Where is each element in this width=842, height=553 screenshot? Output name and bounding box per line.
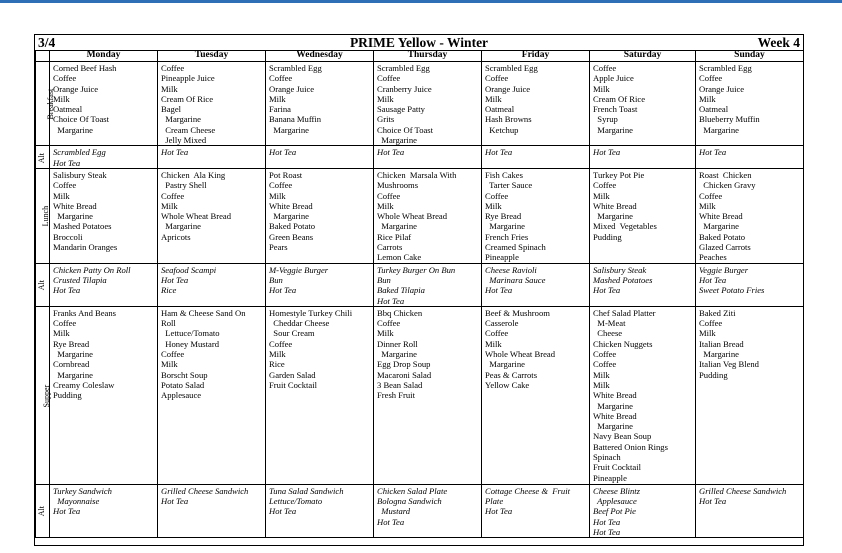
menu-item: Chicken Nuggets <box>593 338 653 349</box>
menu-item: Hot Tea <box>377 295 405 306</box>
menu-item: Hot Tea <box>53 285 81 296</box>
menu-item: White Bread <box>593 410 637 421</box>
menu-item: Apple Juice <box>593 73 634 84</box>
menu-cell-alt <box>266 484 374 537</box>
menu-cell-alt <box>50 146 158 169</box>
menu-item: Bun <box>377 274 391 285</box>
menu-item: Margarine <box>593 211 633 222</box>
menu-item: White Bread <box>269 200 313 211</box>
menu-item: Applesauce <box>593 496 637 507</box>
day-header-row <box>36 50 804 62</box>
menu-item: Milk <box>593 83 610 94</box>
menu-item: Creamed Spinach <box>485 242 546 253</box>
menu-cell <box>696 306 804 484</box>
menu-item: Hot Tea <box>485 506 513 517</box>
menu-item: Yellow Cake <box>485 379 530 390</box>
breakfast-row <box>36 62 804 146</box>
menu-item: Milk <box>377 93 394 104</box>
menu-item: Rye Bread <box>485 211 522 222</box>
day-header: Tuesday <box>158 50 266 62</box>
menu-cell <box>266 306 374 484</box>
menu-item: Pineapple <box>593 472 627 483</box>
menu-item: Sweet Potato Fries <box>699 285 765 296</box>
menu-item: Milk <box>53 93 70 104</box>
menu-item: Syrup <box>593 114 618 125</box>
menu-item: Cottage Cheese & Fruit <box>485 485 570 496</box>
menu-item: Milk <box>593 369 610 380</box>
menu-item: Bologna Sandwich <box>377 496 442 507</box>
menu-item: Beef Pot Pie <box>593 506 636 517</box>
menu-item: Potato Salad <box>161 379 205 390</box>
menu-item: Lettuce/Tomato <box>269 496 323 507</box>
menu-item: Coffee <box>269 73 293 84</box>
menu-cell <box>482 168 590 263</box>
menu-item: Turkey Pot Pie <box>593 169 645 180</box>
menu-item: Coffee <box>593 180 617 191</box>
menu-item: Coffee <box>593 349 617 360</box>
day-header: Sunday <box>696 50 804 62</box>
menu-item: White Bread <box>593 390 637 401</box>
menu-item: Banana Muffin <box>269 114 322 125</box>
menu-item: Milk <box>593 190 610 201</box>
menu-item: Hot Tea <box>485 147 513 158</box>
menu-cell-alt <box>374 484 482 537</box>
menu-item: Milk <box>485 338 502 349</box>
menu-item: Coffee <box>161 190 185 201</box>
menu-cell <box>590 62 696 146</box>
menu-item: Rye Bread <box>53 338 90 349</box>
menu-item: Milk <box>699 93 716 104</box>
menu-item: Beef & Mushroom <box>485 307 550 318</box>
menu-item: Rice Pilaf <box>377 231 412 242</box>
menu-item: Corned Beef Hash <box>53 63 117 73</box>
menu-item: Hot Tea <box>593 527 621 538</box>
menu-item: Coffee <box>53 318 77 329</box>
menu-item: Grilled Cheese Sandwich <box>161 485 249 496</box>
menu-item: Margarine <box>377 221 417 232</box>
menu-item: Oatmeal <box>485 104 515 115</box>
menu-item: Fresh Fruit <box>377 390 415 401</box>
meal-label-alt: Alt <box>36 146 50 169</box>
menu-item: Broccoli <box>53 231 83 242</box>
menu-item: Mustard <box>377 506 411 517</box>
meal-label-alt: Alt <box>36 263 50 306</box>
menu-item: Coffee <box>699 73 723 84</box>
meal-label-lunch: Lunch <box>36 168 50 263</box>
menu-cell-alt <box>374 146 482 169</box>
menu-sheet <box>34 34 804 546</box>
menu-item: Cream Of Rice <box>593 93 646 104</box>
menu-item: Margarine <box>699 124 739 135</box>
menu-item: White Bread <box>593 200 637 211</box>
menu-cell-alt <box>696 263 804 306</box>
menu-item: Margarine <box>593 400 633 411</box>
menu-item: Margarine <box>485 359 525 370</box>
menu-item: Mayonnaise <box>53 496 100 507</box>
day-header: Wednesday <box>266 50 374 62</box>
menu-item: Carrots <box>377 242 403 253</box>
menu-item: Mandarin Oranges <box>53 242 118 253</box>
menu-cell <box>50 62 158 146</box>
menu-cell-alt <box>50 484 158 537</box>
menu-item: Rice <box>161 285 177 296</box>
menu-cell-alt <box>158 484 266 537</box>
menu-item: Milk <box>593 379 610 390</box>
menu-cell-alt <box>696 146 804 169</box>
menu-item: Orange Juice <box>53 83 99 94</box>
menu-item: Roast Chicken <box>699 169 752 180</box>
menu-item: Chicken Salad Plate <box>377 485 448 496</box>
menu-item: Chicken Gravy <box>699 180 756 191</box>
menu-item: Ketchup <box>485 124 519 135</box>
menu-item: White Bread <box>53 200 97 211</box>
menu-item: Hot Tea <box>699 496 727 507</box>
menu-item: Seafood Scampi <box>161 264 217 275</box>
menu-item: Coffee <box>485 190 509 201</box>
menu-item: Oatmeal <box>699 104 729 115</box>
menu-item: Hot Tea <box>161 147 189 158</box>
menu-item: Franks And Beans <box>53 307 117 318</box>
menu-item: Pears <box>269 242 288 253</box>
menu-item: Orange Juice <box>699 83 745 94</box>
menu-item: Coffee <box>53 180 77 191</box>
menu-item: Bagel <box>161 104 182 115</box>
menu-item: Chicken Ala King <box>161 169 226 180</box>
menu-item: Sour Cream <box>269 328 315 339</box>
lunch-alt-row <box>36 263 804 306</box>
menu-item: Egg Drop Soup <box>377 359 431 370</box>
meal-label-supper: Supper <box>36 306 50 484</box>
menu-item: Tarter Sauce <box>485 180 533 191</box>
menu-item: Crusted Tilapia <box>53 274 107 285</box>
menu-cell <box>266 168 374 263</box>
menu-item: Coffee <box>53 73 77 84</box>
menu-cell-alt <box>696 484 804 537</box>
menu-item: Orange Juice <box>485 83 531 94</box>
menu-item: Applesauce <box>161 390 202 401</box>
menu-item: Cheddar Cheese <box>269 318 330 329</box>
menu-item: Cheese Ravioli <box>485 264 537 275</box>
lunch-row <box>36 168 804 263</box>
menu-item: Cheese Blintz <box>593 485 641 496</box>
menu-item: Coffee <box>593 63 617 73</box>
day-header: Friday <box>482 50 590 62</box>
menu-cell-alt <box>374 263 482 306</box>
menu-cell <box>590 168 696 263</box>
menu-item: Cream Cheese <box>161 124 216 135</box>
menu-item: Spinach <box>593 451 621 462</box>
menu-item: Scrambled Egg <box>377 63 430 73</box>
menu-cell-alt <box>482 146 590 169</box>
menu-item: Veggie Burger <box>699 264 749 275</box>
menu-item: Borscht Soup <box>161 369 208 380</box>
meal-label-breakfast: Breakfast <box>36 62 50 146</box>
menu-item: Margarine <box>377 135 417 146</box>
menu-item: Milk <box>377 200 394 211</box>
menu-item: Plate <box>485 496 504 507</box>
menu-item: Cranberry Juice <box>377 83 432 94</box>
menu-item: Baked Potato <box>699 231 746 242</box>
menu-item: Pastry Shell <box>161 180 207 191</box>
menu-item: Margarine <box>699 221 739 232</box>
menu-item: Pineapple <box>485 252 519 263</box>
menu-item: Hot Tea <box>377 147 405 158</box>
menu-item: Margarine <box>377 349 417 360</box>
menu-item: Chicken Marsala With <box>377 169 457 180</box>
menu-cell <box>374 62 482 146</box>
menu-item: Hot Tea <box>699 274 727 285</box>
menu-item: Hot Tea <box>161 496 189 507</box>
menu-cell-alt <box>266 263 374 306</box>
menu-item: Rice <box>269 359 285 370</box>
menu-item: Tuna Salad Sandwich <box>269 485 344 496</box>
menu-item: Mashed Potatoes <box>593 274 653 285</box>
menu-item: Hot Tea <box>269 285 297 296</box>
menu-item: Hot Tea <box>269 147 297 158</box>
menu-grid <box>35 50 804 538</box>
menu-item: White Bread <box>699 211 743 222</box>
menu-item: Scrambled Egg <box>269 63 322 73</box>
menu-item: Hot Tea <box>269 506 297 517</box>
menu-item: Choice Of Toast <box>377 124 434 135</box>
menu-item: Hot Tea <box>377 516 405 527</box>
menu-cell <box>158 306 266 484</box>
menu-item: Coffee <box>377 73 401 84</box>
menu-item: Milk <box>485 93 502 104</box>
menu-cell <box>50 168 158 263</box>
menu-item: Hot Tea <box>53 157 81 168</box>
menu-item: Turkey Sandwich <box>53 485 112 496</box>
menu-item: Macaroni Salad <box>377 369 432 380</box>
menu-item: Baked Potato <box>269 221 316 232</box>
menu-item: Milk <box>161 83 178 94</box>
menu-item: Peas & Carrots <box>485 369 538 380</box>
menu-cell-alt <box>266 146 374 169</box>
menu-item: Margarine <box>593 421 633 432</box>
menu-cell-alt <box>482 484 590 537</box>
day-header: Thursday <box>374 50 482 62</box>
menu-item: Garden Salad <box>269 369 316 380</box>
menu-item: Coffee <box>377 190 401 201</box>
menu-title: PRIME Yellow - Winter <box>349 35 489 50</box>
menu-title-row <box>35 35 803 51</box>
menu-item: Cheese <box>593 328 623 339</box>
menu-item: Scrambled Egg <box>699 63 752 73</box>
menu-item: Glazed Carrots <box>699 242 751 253</box>
menu-item: M-Veggie Burger <box>269 264 329 275</box>
menu-item: Pudding <box>53 390 82 401</box>
menu-cell <box>50 306 158 484</box>
menu-item: Hot Tea <box>593 285 621 296</box>
menu-item: Grits <box>377 114 395 125</box>
menu-item: Coffee <box>269 338 293 349</box>
menu-item: Sausage Patty <box>377 104 425 115</box>
menu-cell <box>696 62 804 146</box>
menu-item: Pudding <box>593 231 622 242</box>
menu-item: Margarine <box>53 211 93 222</box>
menu-item: Milk <box>377 328 394 339</box>
menu-item: Milk <box>161 200 178 211</box>
menu-item: Fish Cakes <box>485 169 523 180</box>
menu-item: Milk <box>699 328 716 339</box>
menu-item: Cornbread <box>53 359 90 370</box>
menu-item: Milk <box>269 190 286 201</box>
menu-item: Coffee <box>377 318 401 329</box>
menu-item: Pudding <box>699 369 728 380</box>
menu-cell <box>158 62 266 146</box>
menu-item: Milk <box>53 190 70 201</box>
menu-item: Baked Ziti <box>699 307 736 318</box>
menu-date: 3/4 <box>38 35 56 50</box>
menu-item: Creamy Coleslaw <box>53 379 115 390</box>
breakfast-alt-row <box>36 146 804 169</box>
menu-item: Pineapple Juice <box>161 73 215 84</box>
menu-item: Fruit Cocktail <box>269 379 317 390</box>
menu-item: Homestyle Turkey Chili <box>269 307 353 318</box>
menu-item: Navy Bean Soup <box>593 431 652 442</box>
menu-cell <box>696 168 804 263</box>
menu-item: 3 Bean Salad <box>377 379 423 390</box>
menu-item: Milk <box>485 200 502 211</box>
menu-item: Coffee <box>593 359 617 370</box>
menu-item: Coffee <box>269 180 293 191</box>
menu-item: Margarine <box>53 124 93 135</box>
menu-item: Milk <box>699 200 716 211</box>
menu-item: Chef Salad Platter <box>593 307 656 318</box>
menu-item: Marinara Sauce <box>485 274 546 285</box>
menu-item: Margarine <box>699 349 739 360</box>
menu-item: Apricots <box>161 231 191 242</box>
menu-item: Margarine <box>161 114 201 125</box>
menu-item: Lettuce/Tomato <box>161 328 220 339</box>
menu-item: Hot Tea <box>485 285 513 296</box>
menu-item: Choice Of Toast <box>53 114 110 125</box>
menu-item: Scrambled Egg <box>485 63 538 73</box>
menu-item: Casserole <box>485 318 519 329</box>
menu-cell-alt <box>590 263 696 306</box>
menu-item: Italian Bread <box>699 338 744 349</box>
menu-item: Bun <box>269 274 283 285</box>
menu-item: Italian Veg Blend <box>699 359 759 370</box>
menu-item: Margarine <box>593 124 633 135</box>
menu-item: M-Meat <box>593 318 626 329</box>
menu-item: Milk <box>269 93 286 104</box>
menu-item: Lemon Cake <box>377 252 422 263</box>
menu-item: Grilled Cheese Sandwich <box>699 485 787 496</box>
menu-item: Hot Tea <box>699 147 727 158</box>
menu-item: Margarine <box>161 221 201 232</box>
menu-item: Roll <box>161 318 176 329</box>
menu-item: Margarine <box>269 211 309 222</box>
menu-item: Mixed Vegetables <box>593 221 657 232</box>
menu-item: Pot Roast <box>269 169 303 180</box>
day-header: Saturday <box>590 50 696 62</box>
menu-cell <box>158 168 266 263</box>
menu-item: Salisbury Steak <box>53 169 107 180</box>
menu-item: Coffee <box>485 73 509 84</box>
menu-cell-alt <box>50 263 158 306</box>
menu-item: Coffee <box>699 318 723 329</box>
menu-item: Whole Wheat Bread <box>485 349 555 360</box>
supper-row <box>36 306 804 484</box>
menu-item: Dinner Roll <box>377 338 418 349</box>
menu-cell-alt <box>590 484 696 537</box>
menu-item: French Fries <box>485 231 529 242</box>
menu-item: Orange Juice <box>269 83 315 94</box>
menu-cell <box>266 62 374 146</box>
menu-item: Jelly Mixed <box>161 135 207 146</box>
menu-cell-alt <box>158 263 266 306</box>
menu-item: Coffee <box>161 349 185 360</box>
menu-item: Milk <box>53 328 70 339</box>
menu-cell <box>374 306 482 484</box>
menu-item: Baked Tilapia <box>377 285 425 296</box>
menu-item: Turkey Burger On Bun <box>377 264 456 275</box>
menu-item: Farina <box>269 104 291 115</box>
menu-item: Hot Tea <box>593 147 621 158</box>
menu-item: Coffee <box>161 63 185 73</box>
menu-item: Salisbury Steak <box>593 264 647 275</box>
menu-cell-alt <box>158 146 266 169</box>
menu-item: French Toast <box>593 104 638 115</box>
menu-item: Mushrooms <box>377 180 419 191</box>
menu-item: Chicken Patty On Roll <box>53 264 131 275</box>
menu-item: Blueberry Muffin <box>699 114 760 125</box>
menu-item: Fruit Cocktail <box>593 462 641 473</box>
menu-cell-alt <box>482 263 590 306</box>
menu-item: Milk <box>161 359 178 370</box>
corner-cell <box>36 50 50 62</box>
menu-item: Green Beans <box>269 231 314 242</box>
menu-item: Whole Wheat Bread <box>161 211 231 222</box>
menu-item: Margarine <box>53 349 93 360</box>
menu-cell <box>482 306 590 484</box>
menu-item: Margarine <box>53 369 93 380</box>
menu-item: Milk <box>269 349 286 360</box>
day-header: Monday <box>50 50 158 62</box>
supper-alt-row <box>36 484 804 537</box>
menu-item: Peaches <box>699 252 727 263</box>
menu-item: Coffee <box>699 190 723 201</box>
menu-item: Hash Browns <box>485 114 532 125</box>
menu-cell <box>590 306 696 484</box>
menu-item: Scrambled Egg <box>53 147 106 158</box>
menu-item: Oatmeal <box>53 104 83 115</box>
meal-label-alt: Alt <box>36 484 50 537</box>
menu-item: Ham & Cheese Sand On <box>161 307 246 318</box>
menu-cell-alt <box>590 146 696 169</box>
menu-item: Margarine <box>485 221 525 232</box>
window-top-accent-bar <box>0 0 842 3</box>
menu-item: Hot Tea <box>161 274 189 285</box>
menu-item: Margarine <box>269 124 309 135</box>
menu-item: Whole Wheat Bread <box>377 211 447 222</box>
menu-item: Bbq Chicken <box>377 307 423 318</box>
menu-item: Hot Tea <box>53 506 81 517</box>
menu-item: Cream Of Rice <box>161 93 214 104</box>
menu-cell <box>482 62 590 146</box>
menu-week: Week 4 <box>757 35 800 50</box>
menu-item: Mashed Potatoes <box>53 221 112 232</box>
menu-item: Honey Mustard <box>161 338 219 349</box>
menu-cell <box>374 168 482 263</box>
menu-item: Hot Tea <box>593 516 621 527</box>
menu-item: Battered Onion Rings <box>593 441 668 452</box>
menu-item: Coffee <box>485 328 509 339</box>
